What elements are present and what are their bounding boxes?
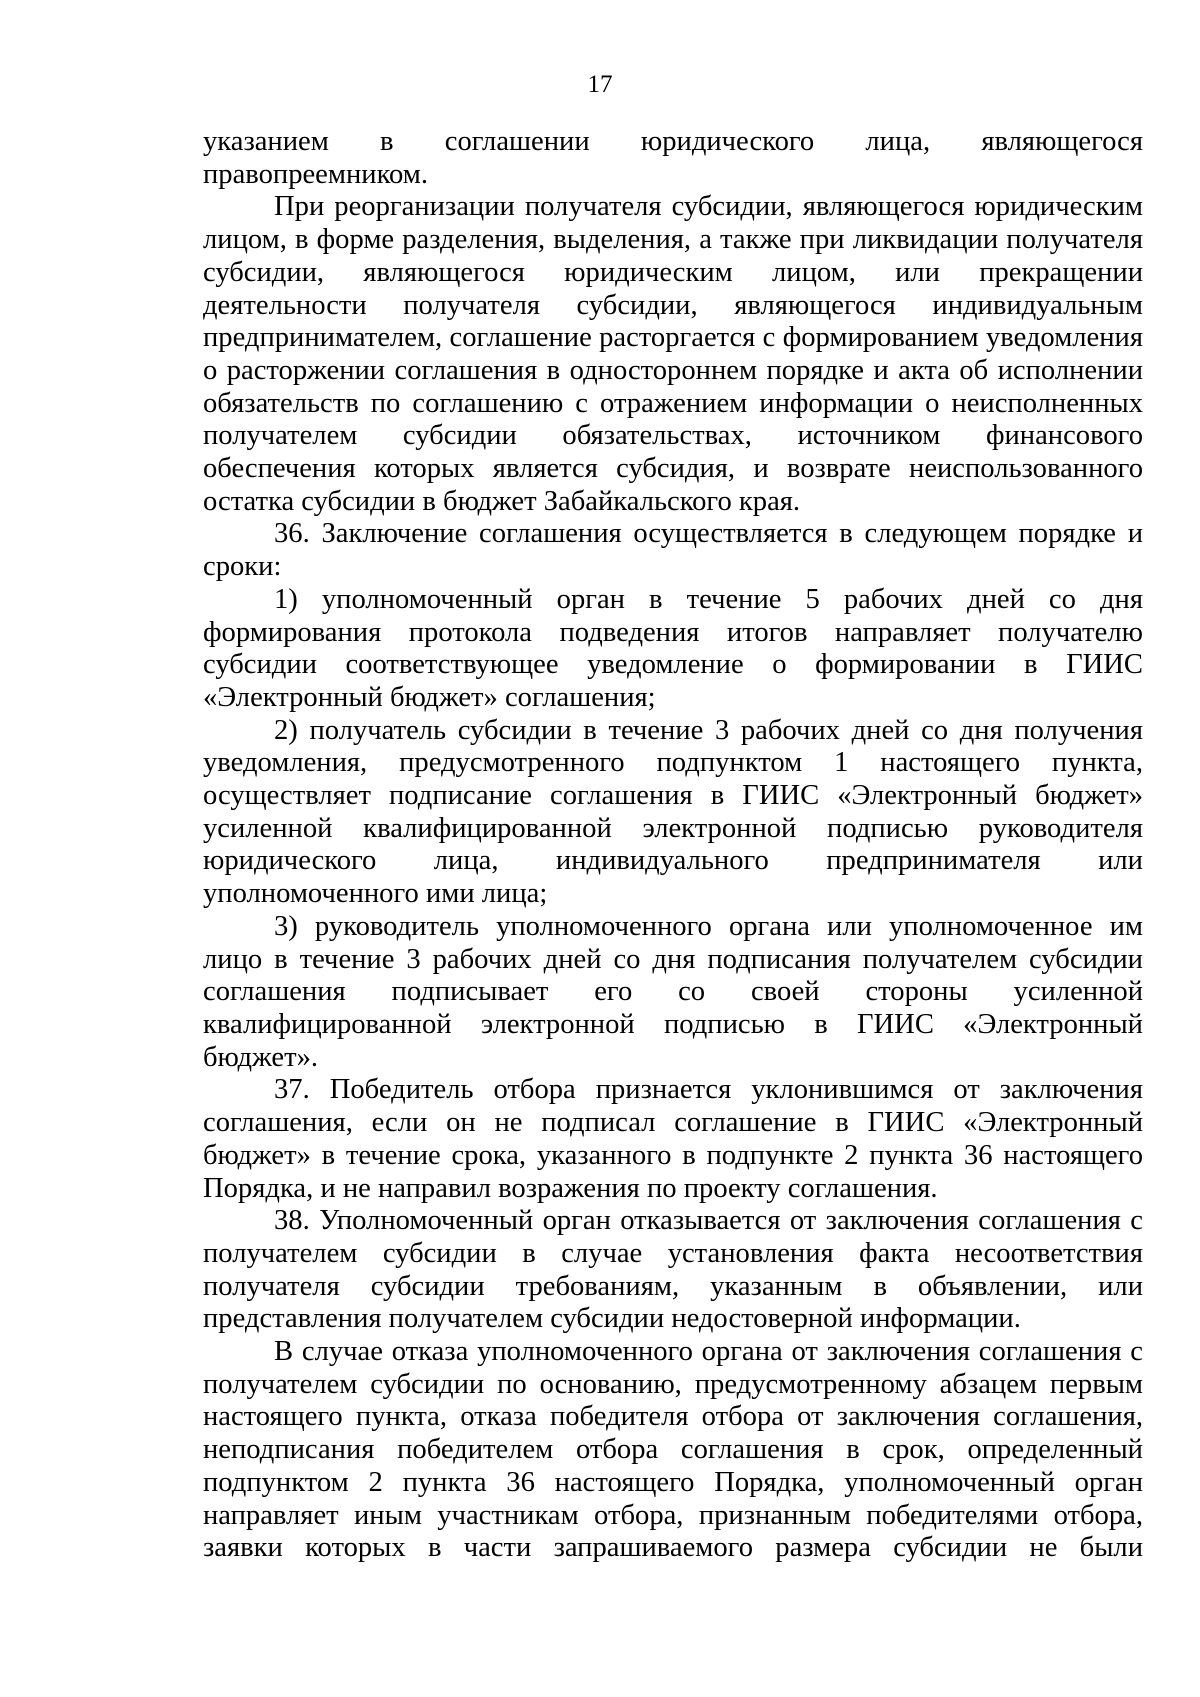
paragraph-subitem-1: 1) уполномоченный орган в течение 5 рабочих дней со дня формирования протокола подведения итогов направляет получателю субсидии соответствующее уведомление о формировании в ГИИС «Электронный бюджет» соглашения;	[203, 583, 1143, 713]
paragraph-item-36: 36. Заключение соглашения осуществляется в следующем порядке и сроки:	[203, 518, 1143, 583]
page-number: 17	[587, 71, 613, 98]
paragraph-subitem-3: 3) руководитель уполномоченного органа или уполномоченное им лицо в течение 3 рабочих дней со дня подписания получателем субсидии соглашения подписывает его со своей стороны усиленной квалифицированной электронной подписью в ГИИС «Электронный бюджет».	[203, 910, 1143, 1073]
paragraph-item-37: 37. Победитель отбора признается уклонившимся от заключения соглашения, если он не подписал соглашение в ГИИС «Электронный бюджет» в течение срока, указанного в подпункте 2 пункта 36 настоящего Порядка, и не направил возражения по проекту соглашения.	[203, 1074, 1143, 1204]
paragraph-item-38: 38. Уполномоченный орган отказывается от заключения соглашения с получателем субсидии в случае установления факта несоответствия получателя субсидии требованиям, указанным в объявлении, или представления получателем субсидии недостоверной информации.	[203, 1205, 1143, 1335]
document-body	[203, 126, 1143, 1565]
paragraph-refusal-case: В случае отказа уполномоченного органа от заключения соглашения с получателем субсидии по основанию, предусмотренному абзацем первым настоящего пункта, отказа победителя отбора от заключения соглашения, неподписания победителем отбора соглашения в срок, определенный подпунктом 2 пункта 36 настоящего Порядка, уполномоченный орган направляет иным участникам отбора, признанным победителями отбора, заявки которых в части запрашиваемого размера субсидии не были	[203, 1336, 1143, 1564]
paragraph-subitem-2: 2) получатель субсидии в течение 3 рабочих дней со дня получения уведомления, предусмотренного подпунктом 1 настоящего пункта, осуществляет подписание соглашения в ГИИС «Электронный бюджет» усиленной квалифицированной электронной подписью руководителя юридического лица, индивидуального предпринимателя или уполномоченного ими лица;	[203, 714, 1143, 910]
paragraph-continuation: указанием в соглашении юридического лица, являющегося правопреемником.	[203, 126, 1143, 190]
paragraph-reorganization: При реорганизации получателя субсидии, являющегося юридическим лицом, в форме разделения, выделения, а также при ликвидации получателя субсидии, являющегося юридическим лицом, или прекращении деятельности получателя субсидии, являющегося индивидуальным предпринимателем, соглашение расторгается с формированием уведомления о расторжении соглашения в одностороннем порядке и акта об исполнении обязательств по соглашению с отражением информации о неисполненных получателем субсидии обязательствах, источником финансового обеспечения которых является субсидия, и возврате неиспользованного остатка субсидии в бюджет Забайкальского края.	[203, 191, 1143, 517]
